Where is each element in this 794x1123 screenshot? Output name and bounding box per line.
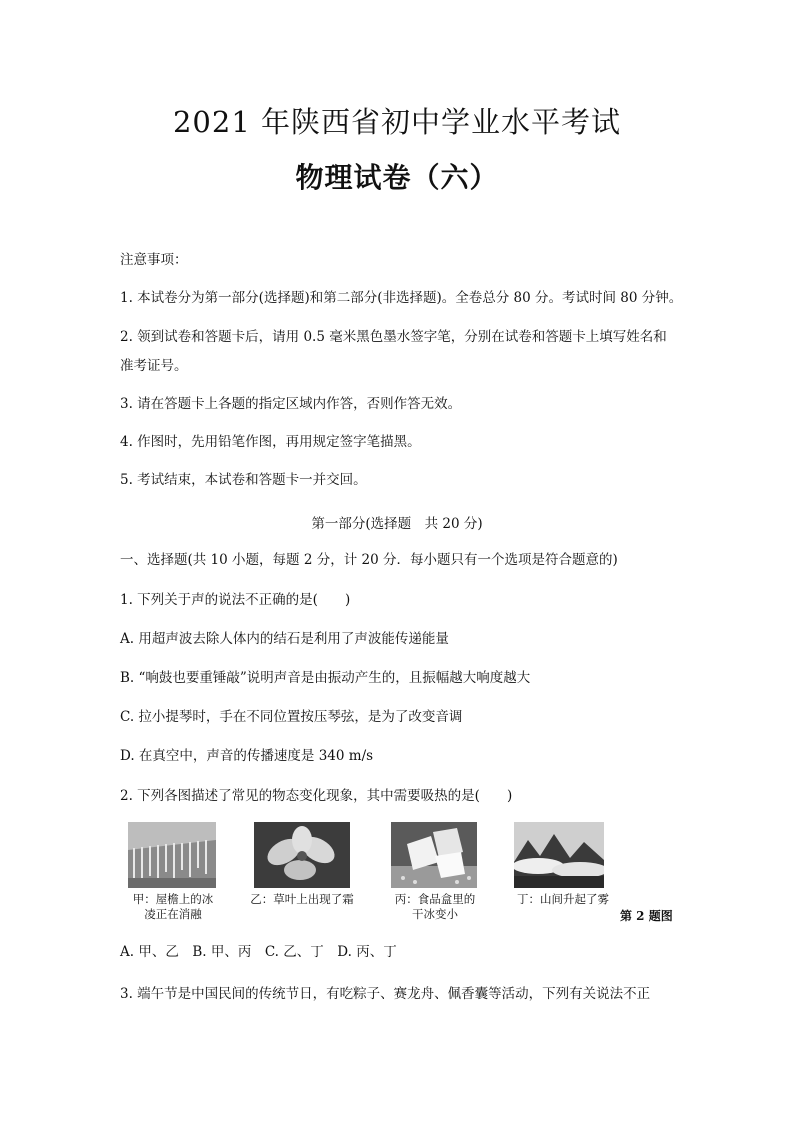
question-stem: 2. 下列各图描述了常见的物态变化现象，其中需要吸热的是( ) — [120, 788, 513, 804]
answer-options: A. 甲、乙 B. 甲、丙 C. 乙、丁 D. 丙、丁 — [120, 944, 397, 960]
question-stem: 1. 下列关于声的说法不正确的是( ) — [120, 592, 351, 608]
section-heading: 一、选择题(共 10 小题，每题 2 分，计 20 分．每小题只有一个选项是符合题意的) — [120, 552, 618, 568]
notice-heading: 注意事项： — [120, 252, 188, 268]
notice-item: 2. 领到试卷和答题卡后，请用 0.5 毫米黑色墨水签字笔，分别在试卷和答题卡上填写姓名和 — [120, 329, 667, 345]
exam-subtitle: 物理试卷（六） — [295, 161, 499, 194]
option-a: A. 用超声波去除人体内的结石是利用了声波能传递能量 — [120, 631, 449, 647]
notice-item: 3. 请在答题卡上各题的指定区域内作答，否则作答无效。 — [120, 396, 462, 412]
figure-caption: 甲：屋檐上的冰 凌正在消融 — [132, 892, 214, 921]
notice-item: 5. 考试结束，本试卷和答题卡一并交回。 — [120, 472, 367, 488]
option-d: D. 在真空中，声音的传播速度是 340 m/s — [120, 748, 374, 764]
mountain-fog-photo — [514, 822, 604, 888]
option-c: C. 拉小提琴时，手在不同位置按压琴弦，是为了改变音调 — [120, 709, 463, 725]
exam-title: 2021 年陕西省初中学业水平考试 — [172, 105, 622, 139]
notice-item: 1. 本试卷分为第一部分(选择题)和第二部分(非选择题)。全卷总分 80 分。考试时间 80 分钟。 — [120, 290, 683, 306]
notice-item: 准考证号。 — [120, 358, 188, 374]
icicle-photo — [128, 822, 216, 888]
frost-leaf-photo — [254, 822, 350, 888]
part-title: 第一部分(选择题 共 20 分) — [311, 516, 483, 532]
question-stem: 3. 端午节是中国民间的传统节日，有吃粽子、赛龙舟、佩香囊等活动，下列有关说法不正 — [120, 986, 651, 1002]
figure-caption: 丁：山间升起了雾 — [517, 892, 609, 906]
dry-ice-photo — [391, 822, 477, 888]
notice-item: 4. 作图时，先用铅笔作图，再用规定签字笔描黑。 — [120, 434, 421, 450]
figure-label: 第 2 题图 — [620, 909, 673, 923]
option-b: B. “响鼓也要重锤敲”说明声音是由振动产生的，且振幅越大响度越大 — [120, 670, 531, 686]
figure-caption: 乙：草叶上出现了霜 — [250, 892, 354, 906]
figure-caption: 丙：食品盒里的 干冰变小 — [394, 892, 476, 921]
